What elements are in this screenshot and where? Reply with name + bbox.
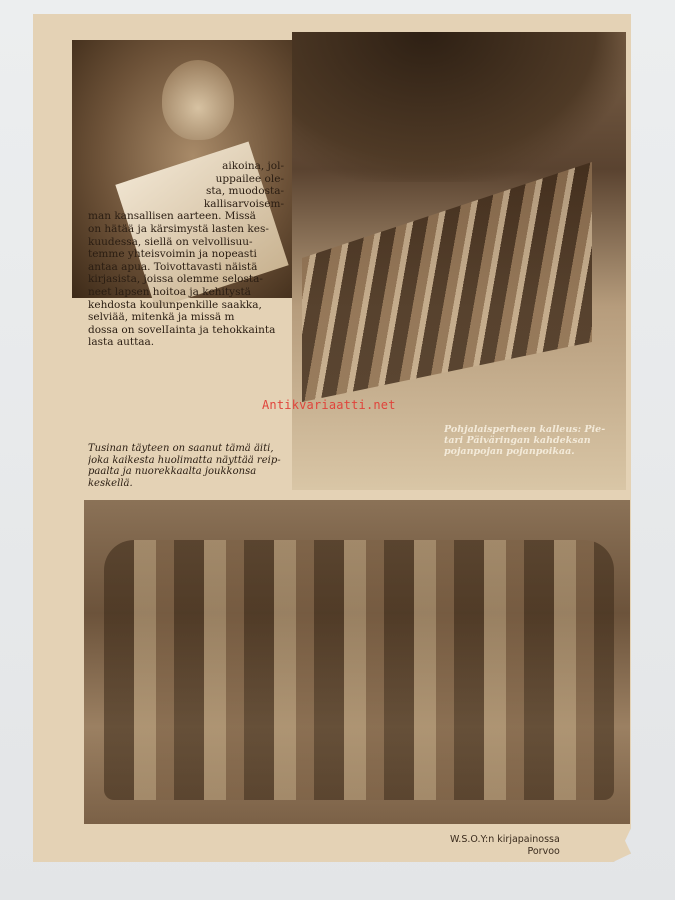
article-line: kallisarvoisem- (203, 197, 284, 210)
article-line: kehdosta koulunpenkille saakka, (88, 298, 262, 311)
article-line: temme yhteisvoimin ja nopeasti (88, 248, 257, 261)
article-line: neet lapsen hoitoa ja kehitystä (88, 285, 251, 298)
photo-child-head (162, 60, 234, 140)
article-line: uppailee ole- (215, 172, 284, 185)
caption-family-snow (444, 424, 614, 457)
caption-line: pojanpojan pojanpoikaa. (444, 446, 575, 457)
watermark-text: Antikvariaatti.net (262, 398, 396, 412)
photo-family-members (104, 540, 614, 800)
caption-mother (88, 443, 284, 489)
article-line: kuudessa, siellä on velvollisuu- (88, 235, 253, 248)
photo-trees (292, 32, 626, 182)
printer-imprint (450, 834, 560, 858)
article-line: kirjasista, joissa olemme selosta- (88, 273, 263, 286)
caption-line: paalta ja nuorekkaalta joukkonsa (88, 466, 257, 477)
article-line: antaa apua. Toivottavasti näistä (88, 260, 258, 273)
imprint-line: W.S.O.Y:n kirjapainossa (450, 834, 560, 845)
caption-line: Pohjalaisperheen kalleus: Pie- (444, 424, 606, 435)
photo-family-in-snow (292, 32, 626, 490)
caption-line: keskellä. (88, 477, 133, 489)
caption-line: Tusinan täyteen on saanut tämä äiti, (88, 443, 274, 454)
article-line: man kansallisen aarteen. Missä (88, 210, 256, 223)
article-line: sta, muodosta- (205, 185, 284, 198)
article-line: selviää, mitenkä ja missä m (88, 311, 235, 324)
article-line: dossa on sovelIainta ja tehokkainta (88, 323, 276, 336)
caption-line: tari Päiväringan kahdeksan (444, 435, 591, 446)
photo-large-family-group (84, 500, 630, 824)
article-body-text (88, 160, 284, 349)
photo-boys-row (302, 162, 592, 402)
article-line: aikoina, jol- (222, 160, 284, 172)
article-line: on hätää ja kärsimystä lasten kes- (88, 222, 269, 235)
article-line: lasta auttaa. (88, 336, 155, 349)
caption-line: joka kaikesta huolimatta näyttää reip- (88, 454, 281, 466)
imprint-line: Porvoo (527, 846, 560, 857)
